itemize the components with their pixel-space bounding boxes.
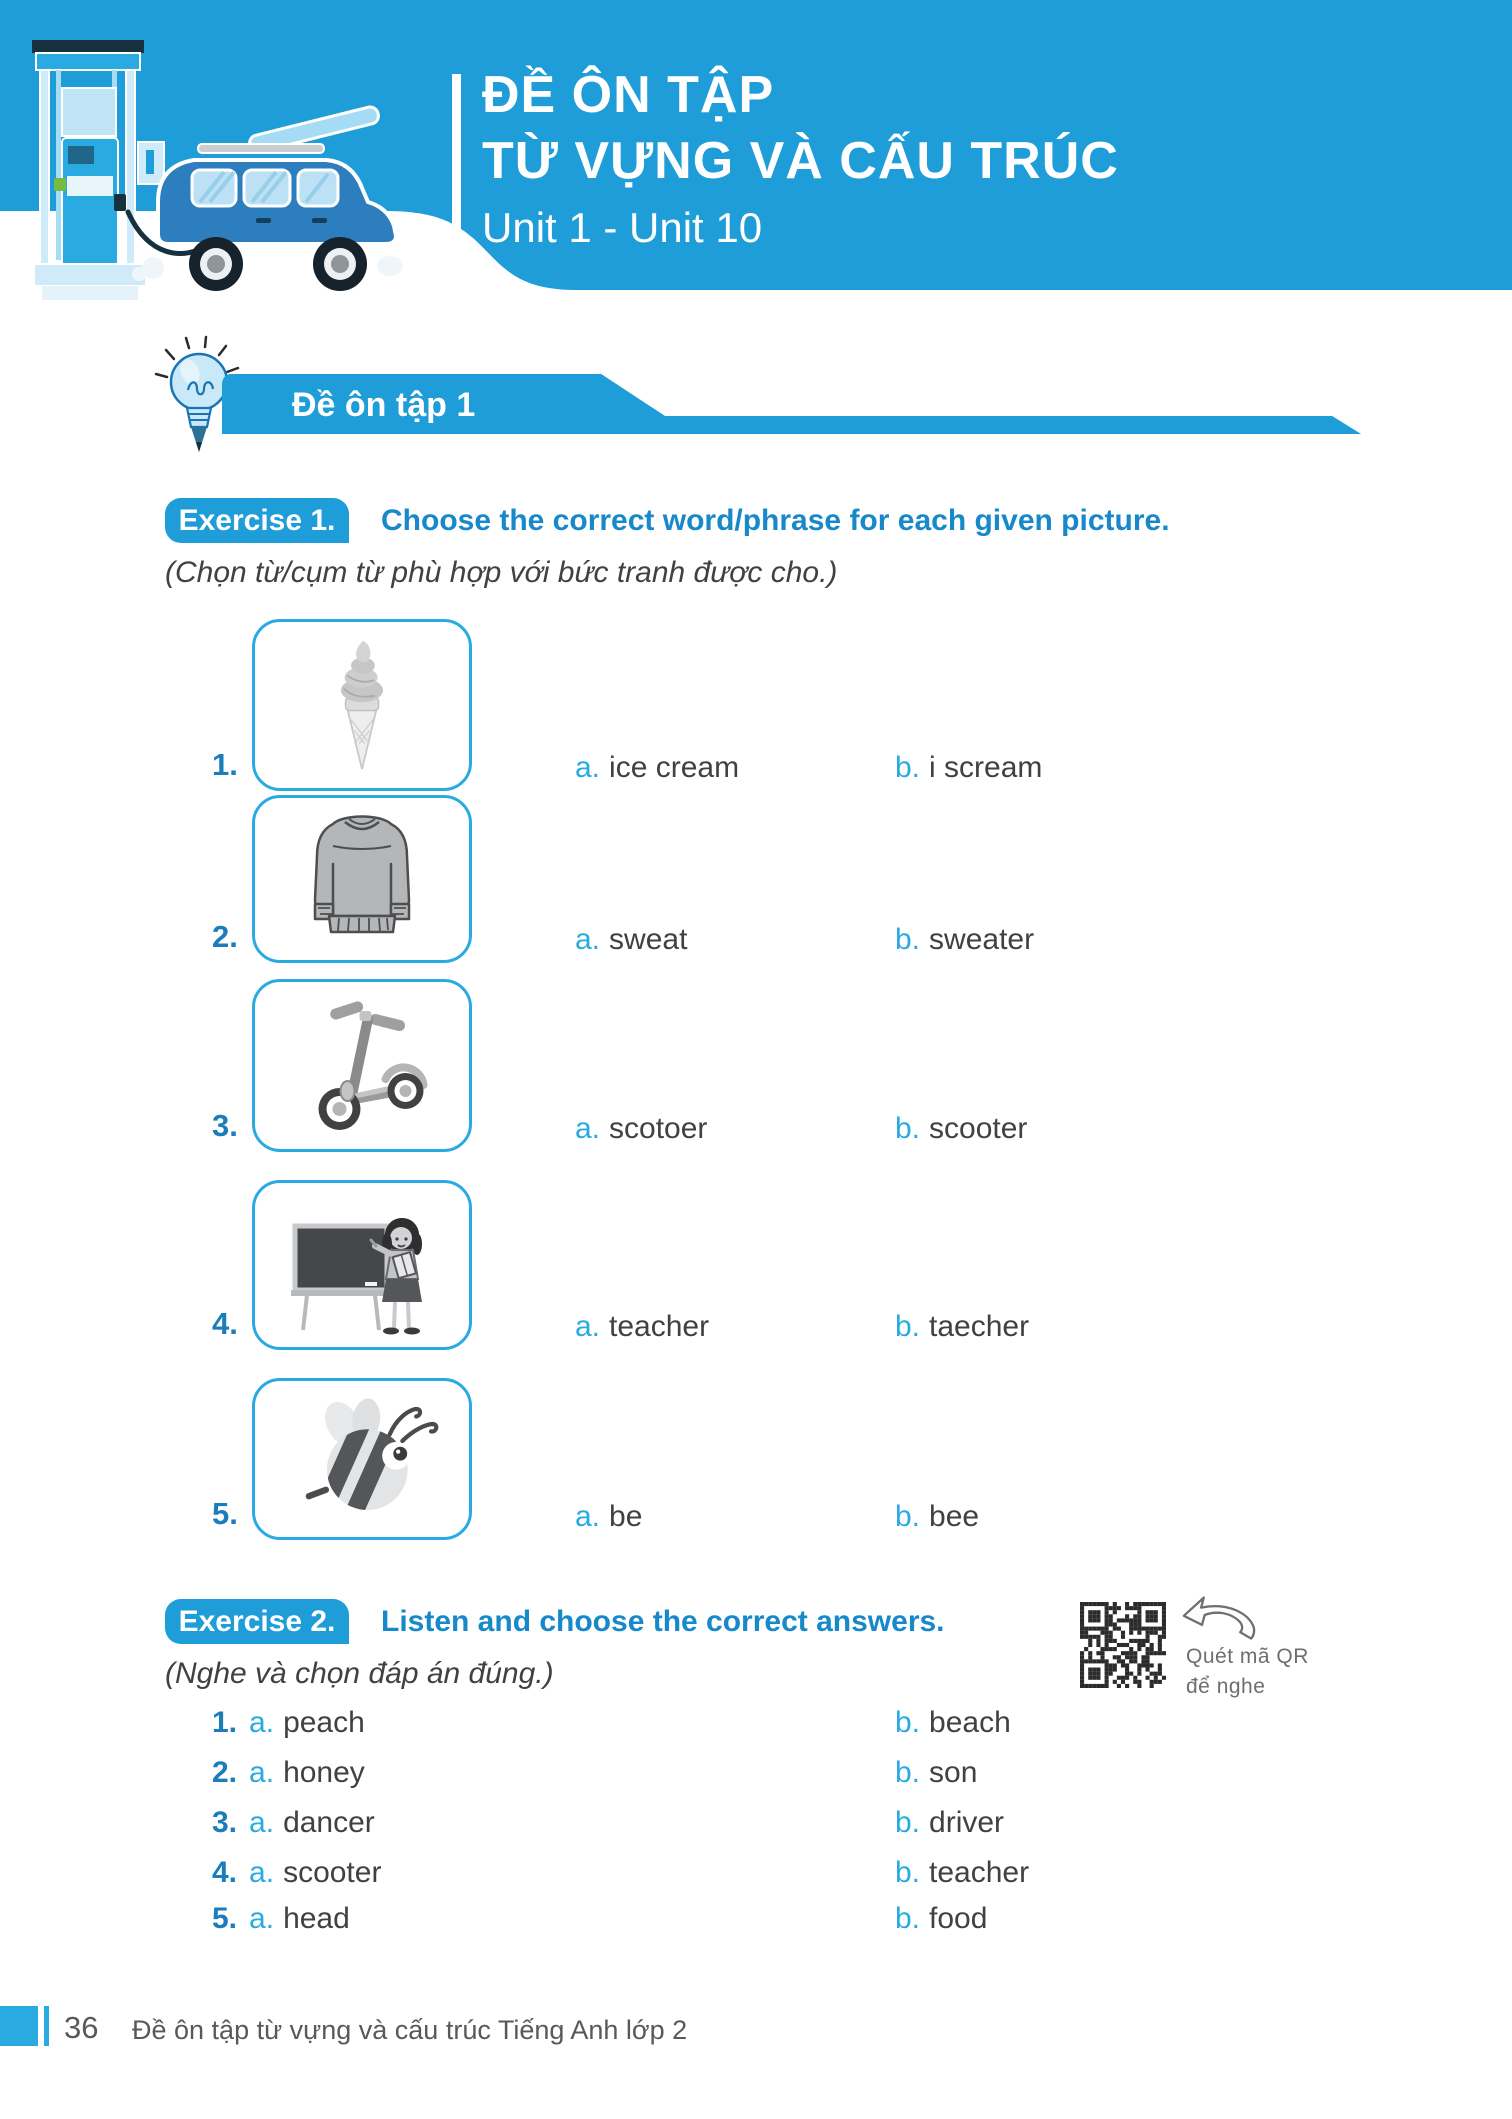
option-text: ice cream xyxy=(609,751,740,784)
option-letter: a. xyxy=(249,1756,275,1789)
option-letter: b. xyxy=(895,1856,921,1889)
option-letter: b. xyxy=(895,1756,921,1789)
option-text: dancer xyxy=(283,1806,375,1839)
option-letter: a. xyxy=(575,923,601,956)
item-number: 5. xyxy=(212,1496,238,1531)
option-a xyxy=(575,1310,709,1344)
ice-cream-image xyxy=(307,630,417,780)
option-text: son xyxy=(929,1756,978,1789)
picture-box xyxy=(252,979,472,1152)
bee-image xyxy=(277,1389,447,1529)
option-text: scooter xyxy=(283,1856,382,1889)
listening-option-b xyxy=(895,1706,1011,1740)
option-text: head xyxy=(283,1902,350,1935)
listening-item xyxy=(212,1756,365,1790)
teacher-image xyxy=(282,1190,442,1340)
qr-caption-line2: để nghe xyxy=(1186,1675,1266,1698)
listening-item xyxy=(212,1706,365,1740)
option-text: beach xyxy=(929,1706,1011,1739)
footer-title: Đề ôn tập từ vựng và cấu trúc Tiếng Anh lớp 2 xyxy=(132,2015,688,2045)
gas-station-car-illustration xyxy=(10,30,430,312)
picture-box xyxy=(252,619,472,791)
header-title-block xyxy=(482,62,1119,252)
option-text: food xyxy=(929,1902,988,1935)
picture-box xyxy=(252,1378,472,1540)
exercise1-badge: Exercise 1. xyxy=(165,498,349,543)
option-letter: b. xyxy=(895,1112,921,1145)
option-text: taecher xyxy=(929,1310,1030,1343)
item-number: 4. xyxy=(212,1306,238,1341)
option-b xyxy=(895,923,1034,957)
curved-arrow-icon xyxy=(1176,1594,1268,1644)
option-letter: a. xyxy=(249,1856,275,1889)
qr-code xyxy=(1080,1602,1166,1688)
option-letter: a. xyxy=(575,1310,601,1343)
item-number: 2. xyxy=(212,919,238,954)
option-b xyxy=(895,1310,1029,1344)
page-number: 36 xyxy=(64,2010,99,2045)
listening-item xyxy=(212,1902,350,1936)
option-text: teacher xyxy=(609,1310,710,1343)
exercise2-title: Listen and choose the correct answers. xyxy=(381,1605,945,1638)
option-letter: b. xyxy=(895,751,921,784)
footer-accent-line xyxy=(44,2006,49,2046)
scooter-image xyxy=(285,991,440,1141)
item-number: 3. xyxy=(212,1806,238,1839)
option-a xyxy=(575,751,739,785)
item-number: 5. xyxy=(212,1902,238,1935)
option-a xyxy=(575,1112,707,1146)
option-letter: b. xyxy=(895,1902,921,1935)
option-text: sweat xyxy=(609,923,688,956)
option-letter: a. xyxy=(249,1902,275,1935)
option-letter: a. xyxy=(575,751,601,784)
option-text: scotoer xyxy=(609,1112,708,1145)
picture-box xyxy=(252,795,472,963)
option-b xyxy=(895,1500,979,1534)
option-text: peach xyxy=(283,1706,365,1739)
option-text: i scream xyxy=(929,751,1043,784)
option-letter: b. xyxy=(895,1706,921,1739)
exercise2-badge: Exercise 2. xyxy=(165,1599,349,1644)
picture-box xyxy=(252,1180,472,1350)
option-letter: b. xyxy=(895,1806,921,1839)
exercise2-instruction-vi: (Nghe và chọn đáp án đúng.) xyxy=(165,1657,554,1690)
option-letter: b. xyxy=(895,1310,921,1343)
exercise1-instruction-vi: (Chọn từ/cụm từ phù hợp với bức tranh được cho.) xyxy=(165,556,838,589)
item-number: 2. xyxy=(212,1756,238,1789)
listening-item xyxy=(212,1806,375,1840)
listening-option-b xyxy=(895,1902,987,1936)
item-number: 4. xyxy=(212,1856,238,1889)
item-number: 1. xyxy=(212,1706,238,1739)
option-text: bee xyxy=(929,1500,980,1533)
option-text: scooter xyxy=(929,1112,1028,1145)
item-number: 1. xyxy=(212,747,238,782)
listening-option-b xyxy=(895,1756,977,1790)
section-banner-label: Đề ôn tập 1 xyxy=(292,386,476,424)
page-title-line2: TỪ VỰNG VÀ CẤU TRÚC xyxy=(482,132,1119,190)
option-letter: a. xyxy=(249,1806,275,1839)
exercise1-title: Choose the correct word/phrase for each given picture. xyxy=(381,504,1170,537)
listening-option-b xyxy=(895,1856,1029,1890)
page-subtitle: Unit 1 - Unit 10 xyxy=(482,204,763,251)
option-letter: b. xyxy=(895,923,921,956)
qr-caption-line1: Quét mã QR xyxy=(1186,1645,1309,1668)
option-text: driver xyxy=(929,1806,1005,1839)
item-number: 3. xyxy=(212,1108,238,1143)
option-letter: a. xyxy=(575,1500,601,1533)
footer-accent-block xyxy=(0,2006,38,2046)
title-divider-bar xyxy=(452,74,461,250)
option-text: sweater xyxy=(929,923,1035,956)
sweater-image xyxy=(287,804,437,954)
option-text: be xyxy=(609,1500,643,1533)
listening-option-b xyxy=(895,1806,1004,1840)
option-a xyxy=(575,923,687,957)
option-letter: a. xyxy=(575,1112,601,1145)
qr-code-svg xyxy=(1080,1602,1166,1688)
option-letter: b. xyxy=(895,1500,921,1533)
option-text: honey xyxy=(283,1756,365,1789)
listening-item xyxy=(212,1856,381,1890)
page-title-line1: ĐỀ ÔN TẬP xyxy=(482,66,775,124)
option-text: teacher xyxy=(929,1856,1030,1889)
option-b xyxy=(895,1112,1027,1146)
option-a xyxy=(575,1500,642,1534)
option-b xyxy=(895,751,1042,785)
option-letter: a. xyxy=(249,1706,275,1739)
